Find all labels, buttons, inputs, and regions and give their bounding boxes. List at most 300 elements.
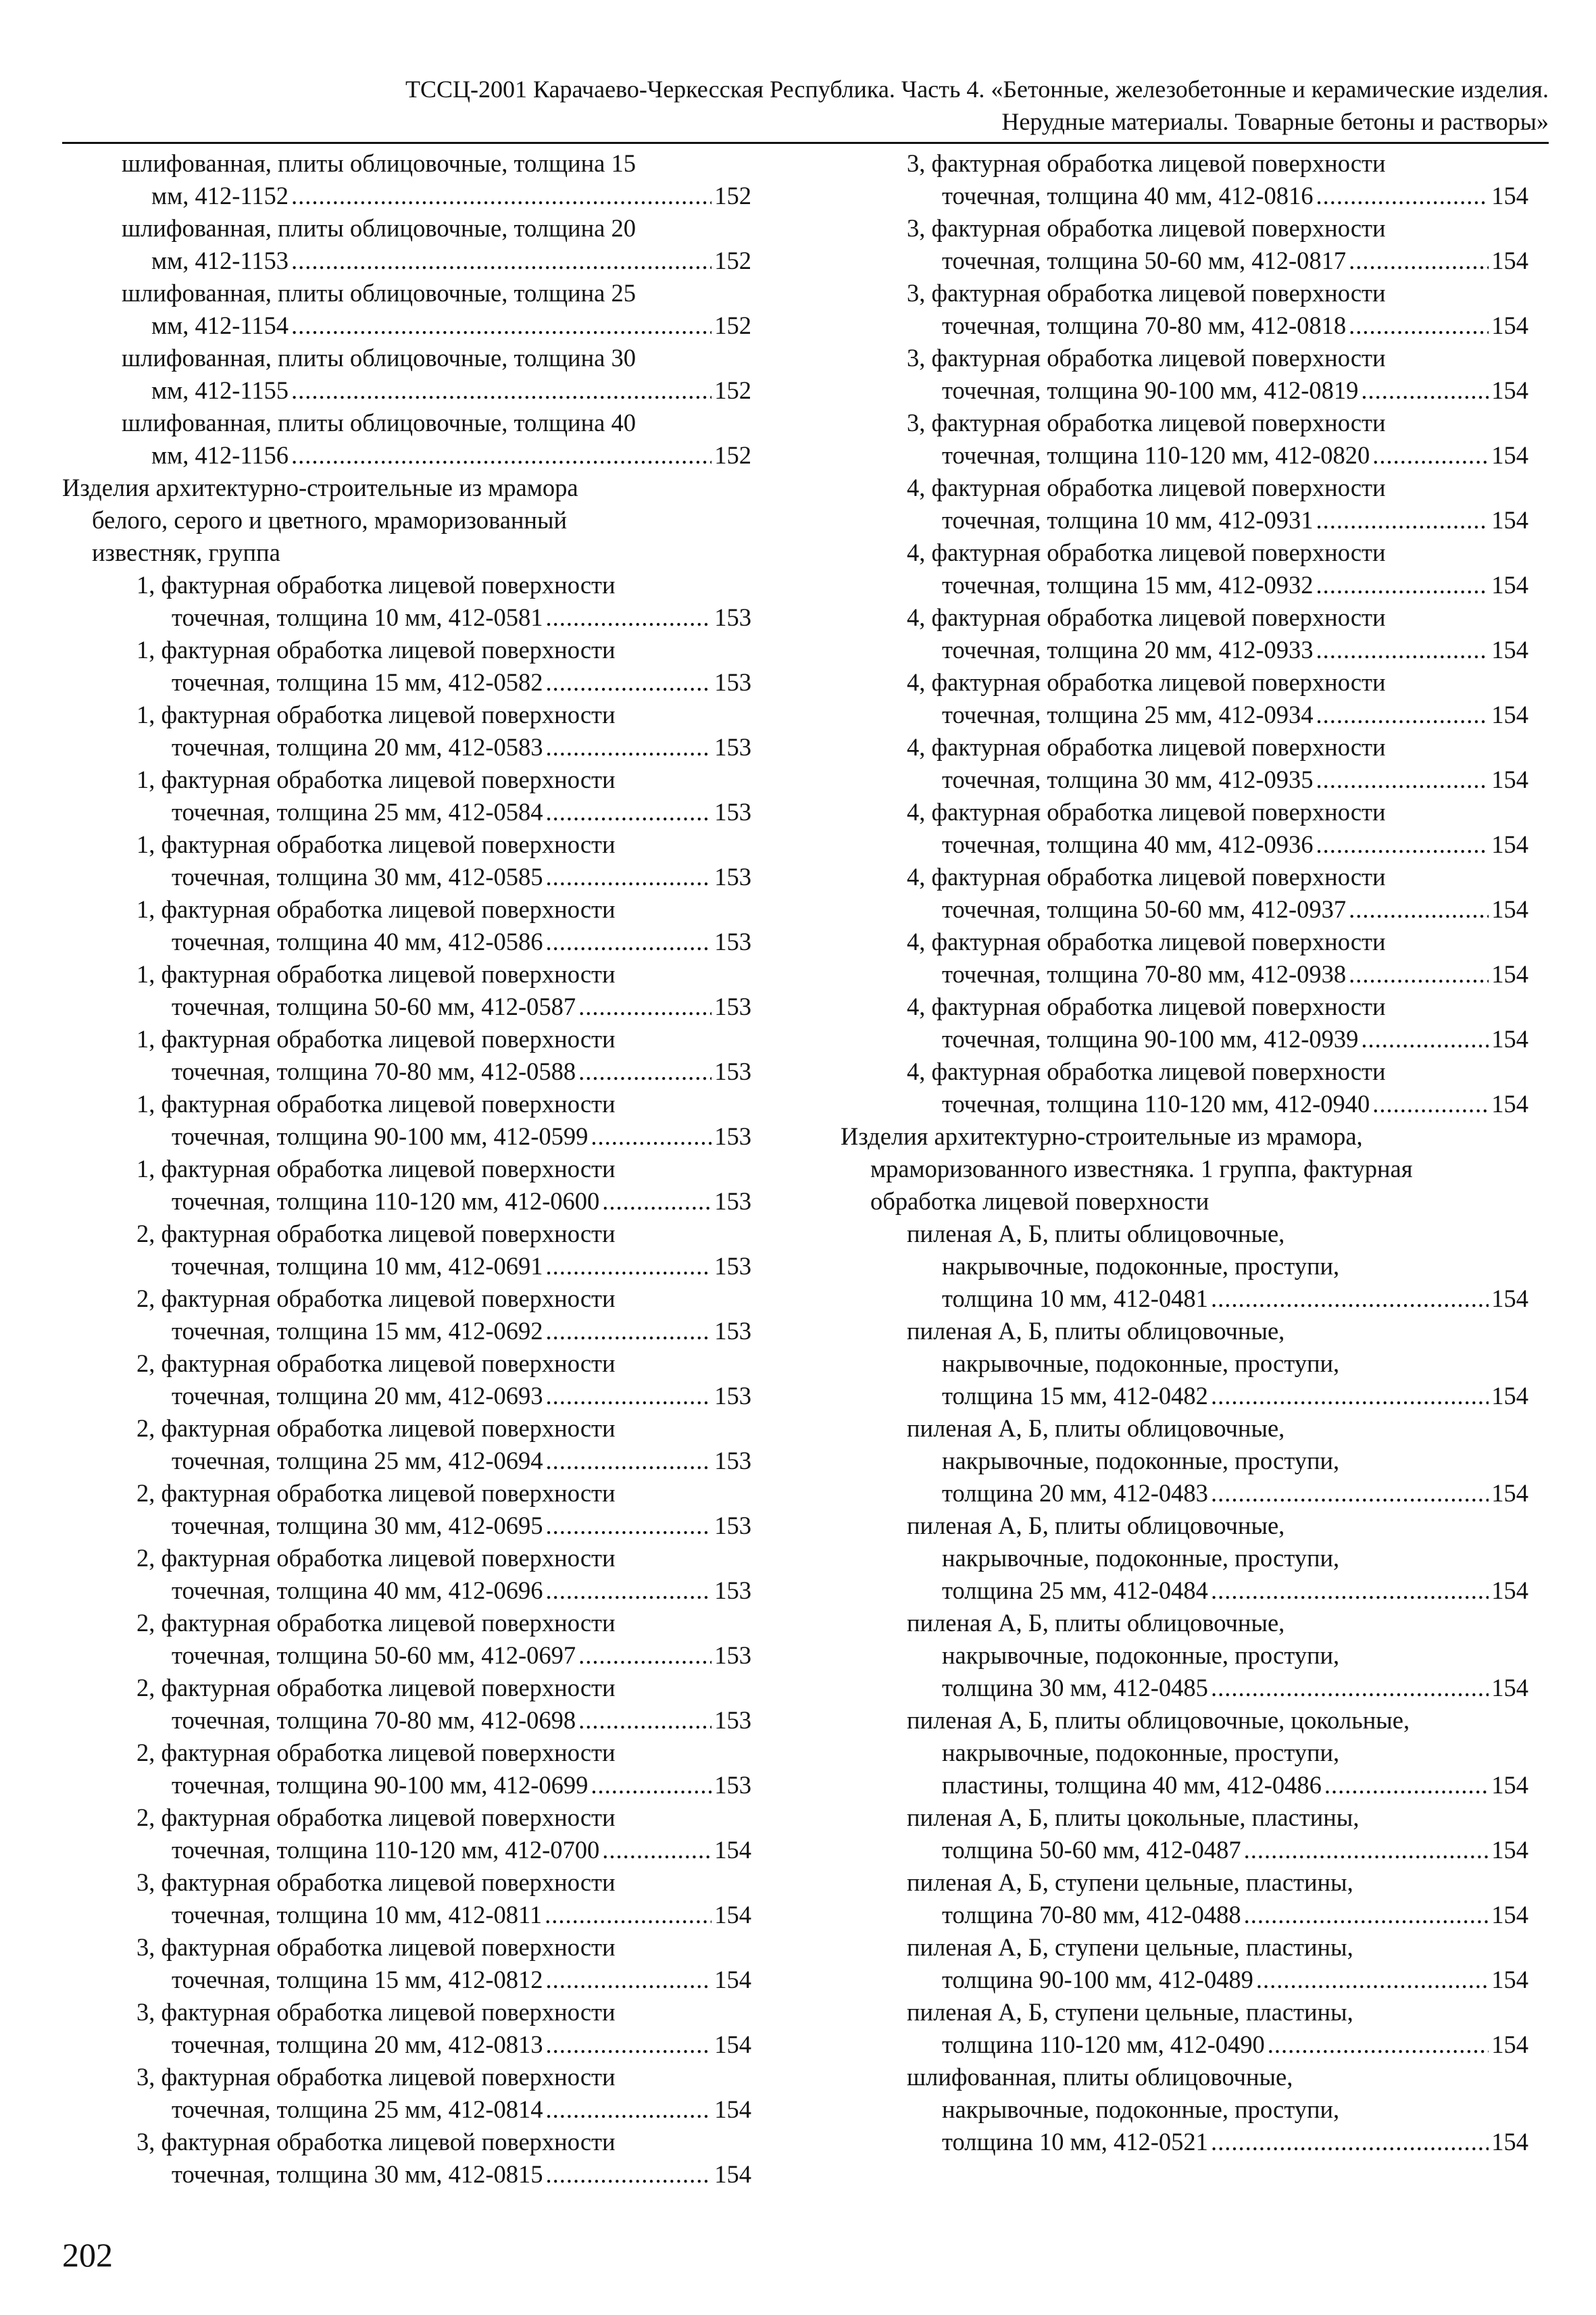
entry-leader-line bbox=[841, 699, 1528, 731]
index-entry bbox=[62, 1347, 751, 1412]
entry-leader-line bbox=[62, 601, 751, 634]
running-header bbox=[54, 73, 1549, 138]
dot-leader bbox=[1211, 1477, 1489, 1510]
entry-final-text: точечная, толщина 90-100 мм, 412-0939 bbox=[942, 1025, 1359, 1053]
index-entry bbox=[841, 147, 1528, 212]
entry-text-line: 3, фактурная обработка лицевой поверхности bbox=[907, 214, 1386, 242]
entry-text-line: 4, фактурная обработка лицевой поверхности bbox=[907, 474, 1386, 501]
entry-leader-line bbox=[841, 1834, 1528, 1866]
entry-page-ref: 153 bbox=[714, 603, 751, 631]
entry-leader-line bbox=[62, 666, 751, 699]
entry-text-line: 2, фактурная обработка лицевой поверхности bbox=[136, 1414, 616, 1442]
index-entry bbox=[62, 1023, 751, 1088]
dot-leader bbox=[1211, 1574, 1489, 1607]
dot-leader bbox=[545, 1510, 712, 1542]
entry-text-line: 2, фактурная обработка лицевой поверхности bbox=[136, 1544, 616, 1572]
entry-text-line: 3, фактурная обработка лицевой поверхности bbox=[907, 409, 1386, 437]
entry-text-line: 3, фактурная обработка лицевой поверхности bbox=[136, 2063, 616, 2091]
entry-leader-line bbox=[841, 1283, 1528, 1315]
dot-leader bbox=[291, 180, 712, 212]
entry-final-text: точечная, толщина 90-100 мм, 412-0599 bbox=[172, 1122, 589, 1150]
entry-final-text: точечная, толщина 30 мм, 412-0935 bbox=[942, 766, 1314, 793]
entry-text-line: белого, серого и цветного, мраморизованный bbox=[92, 506, 568, 534]
entry-final-text: толщина 10 мм, 412-0481 bbox=[942, 1285, 1208, 1312]
entry-page-ref: 153 bbox=[714, 1512, 751, 1539]
entry-final-text: точечная, толщина 70-80 мм, 412-0698 bbox=[172, 1706, 576, 1734]
index-entry bbox=[62, 342, 751, 407]
entry-leader-line bbox=[841, 764, 1528, 796]
entry-final-text: точечная, толщина 110-120 мм, 412-0940 bbox=[942, 1090, 1370, 1118]
entry-final-text: точечная, толщина 15 мм, 412-0582 bbox=[172, 668, 543, 696]
entry-leader-line bbox=[62, 180, 751, 212]
dot-leader bbox=[578, 1055, 712, 1088]
index-entry bbox=[841, 861, 1528, 926]
dot-leader bbox=[1244, 1899, 1489, 1931]
index-entry bbox=[841, 1412, 1528, 1510]
entry-page-ref: 154 bbox=[1491, 376, 1528, 404]
entry-leader-line bbox=[841, 1769, 1528, 1801]
entry-text-line: 4, фактурная обработка лицевой поверхности bbox=[907, 928, 1386, 955]
entry-leader-line bbox=[62, 1899, 751, 1931]
dot-leader bbox=[1349, 245, 1489, 277]
index-entry bbox=[841, 2061, 1528, 2158]
dot-leader bbox=[578, 1639, 712, 1672]
dot-leader bbox=[1349, 893, 1489, 926]
index-entry bbox=[62, 828, 751, 893]
entry-text-line: шлифованная, плиты облицовочные, толщина 40 bbox=[122, 409, 636, 437]
header-line-1: ТССЦ-2001 Карачаево-Черкесская Республика. Часть 4. «Бетонные, железобетонные и керамические изделия. bbox=[405, 76, 1549, 103]
entry-text-line: шлифованная, плиты облицовочные, толщина 20 bbox=[122, 214, 636, 242]
dot-leader bbox=[591, 1120, 712, 1153]
entry-page-ref: 153 bbox=[714, 928, 751, 955]
index-entry bbox=[62, 277, 751, 342]
entry-page-ref: 154 bbox=[714, 2095, 751, 2123]
entry-leader-line bbox=[62, 1055, 751, 1088]
entry-text-line: 4, фактурная обработка лицевой поверхности bbox=[907, 798, 1386, 826]
dot-leader bbox=[545, 601, 712, 634]
index-entry bbox=[62, 1088, 751, 1153]
dot-leader bbox=[291, 309, 712, 342]
index-entry bbox=[841, 472, 1528, 537]
entry-leader-line bbox=[841, 2028, 1528, 2061]
entry-text-line: 2, фактурная обработка лицевой поверхности bbox=[136, 1220, 616, 1247]
entry-leader-line bbox=[841, 1088, 1528, 1120]
entry-final-text: точечная, толщина 10 мм, 412-0691 bbox=[172, 1252, 543, 1280]
entry-leader-line bbox=[62, 2028, 751, 2061]
index-entry bbox=[841, 991, 1528, 1055]
index-entry bbox=[62, 407, 751, 472]
entry-final-text: точечная, толщина 40 мм, 412-0696 bbox=[172, 1576, 543, 1604]
entry-text-line: 4, фактурная обработка лицевой поверхности bbox=[907, 863, 1386, 891]
entry-page-ref: 154 bbox=[1491, 636, 1528, 664]
entry-text-line: пиленая А, Б, плиты облицовочные, bbox=[907, 1317, 1285, 1345]
entry-text-line: 2, фактурная обработка лицевой поверхности bbox=[136, 1674, 616, 1701]
entry-page-ref: 153 bbox=[714, 863, 751, 891]
index-entry bbox=[841, 666, 1528, 731]
entry-leader-line bbox=[62, 374, 751, 407]
entry-leader-line bbox=[62, 1510, 751, 1542]
entry-text-line: Изделия архитектурно-строительные из мрамора, bbox=[841, 1122, 1363, 1150]
index-entry bbox=[841, 1866, 1528, 1931]
entry-final-text: точечная, толщина 50-60 мм, 412-0587 bbox=[172, 993, 576, 1020]
entry-leader-line bbox=[62, 1380, 751, 1412]
entry-final-text: точечная, толщина 20 мм, 412-0693 bbox=[172, 1382, 543, 1410]
dot-leader bbox=[1372, 1088, 1489, 1120]
entry-text-line: накрывочные, подоконные, проступи, bbox=[942, 1447, 1340, 1474]
entry-text-line: пиленая А, Б, ступени цельные, пластины, bbox=[907, 1868, 1353, 1896]
entry-text-line: 1, фактурная обработка лицевой поверхности bbox=[136, 636, 616, 664]
entry-final-text: мм, 412-1154 bbox=[151, 312, 289, 339]
entry-final-text: точечная, толщина 25 мм, 412-0814 bbox=[172, 2095, 543, 2123]
dot-leader bbox=[291, 245, 712, 277]
entry-final-text: точечная, толщина 15 мм, 412-0812 bbox=[172, 1966, 543, 1993]
entry-leader-line bbox=[62, 1704, 751, 1737]
header-rule bbox=[62, 142, 1549, 144]
entry-page-ref: 154 bbox=[1491, 1479, 1528, 1507]
dot-leader bbox=[291, 439, 712, 472]
page-number: 202 bbox=[62, 2236, 113, 2274]
entry-text-line: шлифованная, плиты облицовочные, толщина 15 bbox=[122, 149, 636, 177]
entry-final-text: точечная, толщина 70-80 мм, 412-0938 bbox=[942, 960, 1347, 988]
entry-page-ref: 154 bbox=[1491, 1771, 1528, 1799]
entry-leader-line bbox=[62, 991, 751, 1023]
entry-text-line: 3, фактурная обработка лицевой поверхности bbox=[907, 149, 1386, 177]
entry-page-ref: 154 bbox=[714, 2031, 751, 2058]
index-entry bbox=[841, 1218, 1528, 1315]
entry-text-line: 2, фактурная обработка лицевой поверхности bbox=[136, 1739, 616, 1766]
dot-leader bbox=[545, 861, 712, 893]
dot-leader bbox=[1316, 504, 1489, 537]
entry-page-ref: 154 bbox=[1491, 1025, 1528, 1053]
dot-leader bbox=[602, 1185, 712, 1218]
entry-final-text: толщина 30 мм, 412-0485 bbox=[942, 1674, 1208, 1701]
dot-leader bbox=[545, 2158, 712, 2191]
entry-leader-line bbox=[62, 1574, 751, 1607]
index-entry bbox=[841, 1704, 1528, 1801]
entry-text-line: пиленая А, Б, плиты облицовочные, bbox=[907, 1609, 1285, 1637]
index-entry bbox=[62, 1866, 751, 1931]
entry-leader-line bbox=[841, 634, 1528, 666]
entry-text-line: накрывочные, подоконные, проступи, bbox=[942, 1252, 1340, 1280]
entry-leader-line bbox=[62, 1120, 751, 1153]
entry-final-text: мм, 412-1153 bbox=[151, 247, 289, 274]
entry-text-line: 3, фактурная обработка лицевой поверхности bbox=[136, 1998, 616, 2026]
entry-final-text: толщина 15 мм, 412-0482 bbox=[942, 1382, 1208, 1410]
dot-leader bbox=[1316, 699, 1489, 731]
dot-leader bbox=[1256, 1964, 1489, 1996]
entry-text-line: накрывочные, подоконные, проступи, bbox=[942, 1544, 1340, 1572]
entry-text-line: 1, фактурная обработка лицевой поверхности bbox=[136, 701, 616, 728]
dot-leader bbox=[1316, 764, 1489, 796]
entry-page-ref: 153 bbox=[714, 1706, 751, 1734]
entry-text-line: мраморизованного известняка. 1 группа, фактурная bbox=[870, 1155, 1413, 1183]
index-entry bbox=[841, 601, 1528, 666]
entry-leader-line bbox=[841, 569, 1528, 601]
entry-final-text: точечная, толщина 50-60 мм, 412-0817 bbox=[942, 247, 1347, 274]
entry-leader-line bbox=[841, 504, 1528, 537]
index-entry bbox=[62, 1218, 751, 1283]
index-column-right bbox=[841, 147, 1528, 2158]
dot-leader bbox=[1361, 1023, 1489, 1055]
entry-page-ref: 152 bbox=[714, 441, 751, 469]
dot-leader bbox=[1211, 1283, 1489, 1315]
entry-page-ref: 154 bbox=[1491, 830, 1528, 858]
dot-leader bbox=[591, 1769, 712, 1801]
entry-leader-line bbox=[841, 245, 1528, 277]
entry-text-line: пиленая А, Б, ступени цельные, пластины, bbox=[907, 1933, 1353, 1961]
entry-leader-line bbox=[841, 1574, 1528, 1607]
entry-final-text: точечная, толщина 40 мм, 412-0936 bbox=[942, 830, 1314, 858]
entry-text-line: пиленая А, Б, плиты облицовочные, bbox=[907, 1220, 1285, 1247]
index-entry bbox=[62, 1477, 751, 1542]
dot-leader bbox=[545, 1899, 712, 1931]
entry-text-line: 1, фактурная обработка лицевой поверхности bbox=[136, 571, 616, 599]
entry-text-line: 4, фактурная обработка лицевой поверхности bbox=[907, 668, 1386, 696]
entry-final-text: точечная, толщина 20 мм, 412-0813 bbox=[172, 2031, 543, 2058]
entry-text-line: 4, фактурная обработка лицевой поверхности bbox=[907, 539, 1386, 566]
entry-page-ref: 154 bbox=[1491, 895, 1528, 923]
entry-final-text: толщина 110-120 мм, 412-0490 bbox=[942, 2031, 1265, 2058]
index-entry bbox=[62, 1283, 751, 1347]
entry-leader-line bbox=[62, 2093, 751, 2126]
entry-page-ref: 153 bbox=[714, 1382, 751, 1410]
dot-leader bbox=[602, 1834, 712, 1866]
entry-final-text: точечная, толщина 30 мм, 412-0815 bbox=[172, 2160, 543, 2188]
entry-page-ref: 153 bbox=[714, 1122, 751, 1150]
entry-final-text: точечная, толщина 20 мм, 412-0583 bbox=[172, 733, 543, 761]
entry-page-ref: 154 bbox=[714, 1836, 751, 1864]
entry-final-text: толщина 10 мм, 412-0521 bbox=[942, 2128, 1208, 2156]
index-entry bbox=[841, 1315, 1528, 1412]
index-entry bbox=[841, 537, 1528, 601]
entry-final-text: толщина 70-80 мм, 412-0488 bbox=[942, 1901, 1241, 1928]
dot-leader bbox=[545, 2093, 712, 2126]
entry-page-ref: 154 bbox=[1491, 182, 1528, 209]
dot-leader bbox=[1244, 1834, 1489, 1866]
entry-text-line: 1, фактурная обработка лицевой поверхности bbox=[136, 766, 616, 793]
dot-leader bbox=[1324, 1769, 1489, 1801]
entry-leader-line bbox=[62, 439, 751, 472]
entry-text-line: накрывочные, подоконные, проступи, bbox=[942, 1641, 1340, 1669]
entry-leader-line bbox=[62, 1185, 751, 1218]
index-entry bbox=[841, 731, 1528, 796]
index-entry bbox=[841, 1801, 1528, 1866]
index-column-left bbox=[62, 147, 751, 2191]
entry-text-line: 2, фактурная обработка лицевой поверхности bbox=[136, 1803, 616, 1831]
entry-page-ref: 154 bbox=[1491, 1901, 1528, 1928]
entry-page-ref: 154 bbox=[1491, 701, 1528, 728]
dot-leader bbox=[545, 731, 712, 764]
entry-text-line: накрывочные, подоконные, проступи, bbox=[942, 2095, 1340, 2123]
entry-page-ref: 154 bbox=[1491, 766, 1528, 793]
entry-page-ref: 154 bbox=[1491, 247, 1528, 274]
entry-page-ref: 154 bbox=[1491, 960, 1528, 988]
entry-page-ref: 153 bbox=[714, 1252, 751, 1280]
entry-leader-line bbox=[62, 926, 751, 958]
entry-text-line: 1, фактурная обработка лицевой поверхности bbox=[136, 1090, 616, 1118]
entry-page-ref: 153 bbox=[714, 1771, 751, 1799]
entry-leader-line bbox=[841, 1380, 1528, 1412]
entry-final-text: точечная, толщина 20 мм, 412-0933 bbox=[942, 636, 1314, 664]
index-entry bbox=[841, 926, 1528, 991]
entry-leader-line bbox=[62, 731, 751, 764]
entry-page-ref: 153 bbox=[714, 1317, 751, 1345]
entry-page-ref: 153 bbox=[714, 1641, 751, 1669]
dot-leader bbox=[1211, 2126, 1489, 2158]
entry-page-ref: 154 bbox=[1491, 441, 1528, 469]
entry-final-text: точечная, толщина 25 мм, 412-0694 bbox=[172, 1447, 543, 1474]
entry-text-line: 3, фактурная обработка лицевой поверхности bbox=[907, 344, 1386, 372]
index-entry bbox=[841, 796, 1528, 861]
entry-leader-line bbox=[62, 796, 751, 828]
entry-page-ref: 153 bbox=[714, 798, 751, 826]
entry-page-ref: 154 bbox=[1491, 312, 1528, 339]
entry-page-ref: 154 bbox=[714, 1966, 751, 1993]
entry-text-line: шлифованная, плиты облицовочные, bbox=[907, 2063, 1293, 2091]
entry-text-line: известняк, группа bbox=[92, 539, 280, 566]
dot-leader bbox=[545, 1964, 712, 1996]
entry-leader-line bbox=[62, 1769, 751, 1801]
dot-leader bbox=[1372, 439, 1489, 472]
entry-page-ref: 152 bbox=[714, 182, 751, 209]
entry-final-text: точечная, толщина 50-60 мм, 412-0937 bbox=[942, 895, 1347, 923]
entry-text-line: Изделия архитектурно-строительные из мрамора bbox=[62, 474, 578, 501]
entry-final-text: точечная, толщина 15 мм, 412-0932 bbox=[942, 571, 1314, 599]
index-entry bbox=[841, 1996, 1528, 2061]
entry-text-line: 3, фактурная обработка лицевой поверхности bbox=[907, 279, 1386, 307]
entry-leader-line bbox=[62, 1250, 751, 1283]
entry-leader-line bbox=[62, 1964, 751, 1996]
entry-final-text: мм, 412-1152 bbox=[151, 182, 289, 209]
entry-text-line: пиленая А, Б, плиты цокольные, пластины, bbox=[907, 1803, 1360, 1831]
entry-final-text: точечная, толщина 30 мм, 412-0695 bbox=[172, 1512, 543, 1539]
entry-page-ref: 154 bbox=[1491, 2031, 1528, 2058]
entry-page-ref: 154 bbox=[1491, 1674, 1528, 1701]
entry-text-line: накрывочные, подоконные, проступи, bbox=[942, 1739, 1340, 1766]
dot-leader bbox=[545, 1574, 712, 1607]
entry-text-line: 2, фактурная обработка лицевой поверхности bbox=[136, 1349, 616, 1377]
entry-page-ref: 153 bbox=[714, 668, 751, 696]
entry-page-ref: 154 bbox=[1491, 1090, 1528, 1118]
index-entry bbox=[62, 569, 751, 634]
entry-leader-line bbox=[62, 1445, 751, 1477]
entry-leader-line bbox=[62, 2158, 751, 2191]
dot-leader bbox=[545, 926, 712, 958]
entry-text-line: обработка лицевой поверхности bbox=[870, 1187, 1210, 1215]
entry-text-line: шлифованная, плиты облицовочные, толщина 25 bbox=[122, 279, 636, 307]
entry-page-ref: 153 bbox=[714, 1187, 751, 1215]
entry-final-text: точечная, толщина 90-100 мм, 412-0699 bbox=[172, 1771, 589, 1799]
entry-text-line: 2, фактурная обработка лицевой поверхности bbox=[136, 1609, 616, 1637]
entry-text-line: накрывочные, подоконные, проступи, bbox=[942, 1349, 1340, 1377]
index-entry bbox=[841, 342, 1528, 407]
entry-final-text: толщина 25 мм, 412-0484 bbox=[942, 1576, 1208, 1604]
entry-leader-line bbox=[841, 828, 1528, 861]
entry-text-line: 4, фактурная обработка лицевой поверхности bbox=[907, 993, 1386, 1020]
entry-final-text: точечная, толщина 70-80 мм, 412-0818 bbox=[942, 312, 1347, 339]
entry-final-text: точечная, толщина 110-120 мм, 412-0700 bbox=[172, 1836, 600, 1864]
entry-text-line: 4, фактурная обработка лицевой поверхности bbox=[907, 603, 1386, 631]
entry-leader-line bbox=[841, 2126, 1528, 2158]
entry-final-text: толщина 90-100 мм, 412-0489 bbox=[942, 1966, 1253, 1993]
entry-final-text: толщина 50-60 мм, 412-0487 bbox=[942, 1836, 1241, 1864]
entry-page-ref: 154 bbox=[1491, 1836, 1528, 1864]
entry-page-ref: 152 bbox=[714, 312, 751, 339]
dot-leader bbox=[1316, 634, 1489, 666]
entry-final-text: точечная, толщина 25 мм, 412-0584 bbox=[172, 798, 543, 826]
index-entry bbox=[62, 699, 751, 764]
entry-text-line: 1, фактурная обработка лицевой поверхности bbox=[136, 1025, 616, 1053]
entry-final-text: точечная, толщина 110-120 мм, 412-0820 bbox=[942, 441, 1370, 469]
dot-leader bbox=[545, 2028, 712, 2061]
entry-final-text: точечная, толщина 30 мм, 412-0585 bbox=[172, 863, 543, 891]
entry-text-line: пиленая А, Б, плиты облицовочные, bbox=[907, 1414, 1285, 1442]
entry-text-line: пиленая А, Б, плиты облицовочные, цокольные, bbox=[907, 1706, 1410, 1734]
entry-final-text: точечная, толщина 10 мм, 412-0581 bbox=[172, 603, 543, 631]
dot-leader bbox=[545, 1315, 712, 1347]
entry-final-text: точечная, толщина 40 мм, 412-0816 bbox=[942, 182, 1314, 209]
entry-text-line: 2, фактурная обработка лицевой поверхности bbox=[136, 1285, 616, 1312]
index-entry bbox=[62, 1607, 751, 1672]
entry-page-ref: 153 bbox=[714, 733, 751, 761]
dot-leader bbox=[545, 1250, 712, 1283]
entry-text-line: 1, фактурная обработка лицевой поверхности bbox=[136, 830, 616, 858]
entry-page-ref: 154 bbox=[1491, 571, 1528, 599]
index-entry bbox=[62, 1996, 751, 2061]
entry-leader-line bbox=[62, 1315, 751, 1347]
index-entry bbox=[841, 1931, 1528, 1996]
entry-text-line: пиленая А, Б, плиты облицовочные, bbox=[907, 1512, 1285, 1539]
index-entry bbox=[841, 1120, 1528, 1218]
index-entry bbox=[62, 1931, 751, 1996]
dot-leader bbox=[545, 1445, 712, 1477]
index-entry bbox=[841, 1607, 1528, 1704]
entry-final-text: точечная, толщина 10 мм, 412-0931 bbox=[942, 506, 1314, 534]
index-entry bbox=[62, 147, 751, 212]
entry-page-ref: 152 bbox=[714, 376, 751, 404]
index-entry bbox=[62, 764, 751, 828]
entry-page-ref: 153 bbox=[714, 993, 751, 1020]
index-entry bbox=[62, 2126, 751, 2191]
index-entry bbox=[62, 1801, 751, 1866]
entry-leader-line bbox=[841, 374, 1528, 407]
index-entry bbox=[62, 893, 751, 958]
index-entry bbox=[62, 958, 751, 1023]
index-entry bbox=[841, 1055, 1528, 1120]
index-entry bbox=[62, 212, 751, 277]
entry-final-text: мм, 412-1155 bbox=[151, 376, 289, 404]
index-entry bbox=[62, 634, 751, 699]
entry-page-ref: 154 bbox=[1491, 506, 1528, 534]
index-entry bbox=[841, 277, 1528, 342]
entry-leader-line bbox=[841, 1477, 1528, 1510]
index-entry bbox=[62, 1412, 751, 1477]
dot-leader bbox=[545, 1380, 712, 1412]
entry-page-ref: 152 bbox=[714, 247, 751, 274]
dot-leader bbox=[1316, 828, 1489, 861]
entry-text-line: шлифованная, плиты облицовочные, толщина 30 bbox=[122, 344, 636, 372]
entry-final-text: точечная, толщина 90-100 мм, 412-0819 bbox=[942, 376, 1359, 404]
entry-leader-line bbox=[841, 958, 1528, 991]
dot-leader bbox=[1349, 309, 1489, 342]
dot-leader bbox=[578, 1704, 712, 1737]
header-line-2: Нерудные материалы. Товарные бетоны и растворы» bbox=[1001, 108, 1549, 135]
dot-leader bbox=[1268, 2028, 1489, 2061]
entry-leader-line bbox=[62, 245, 751, 277]
index-entry bbox=[62, 1542, 751, 1607]
entry-final-text: толщина 20 мм, 412-0483 bbox=[942, 1479, 1208, 1507]
entry-text-line: 4, фактурная обработка лицевой поверхности bbox=[907, 733, 1386, 761]
